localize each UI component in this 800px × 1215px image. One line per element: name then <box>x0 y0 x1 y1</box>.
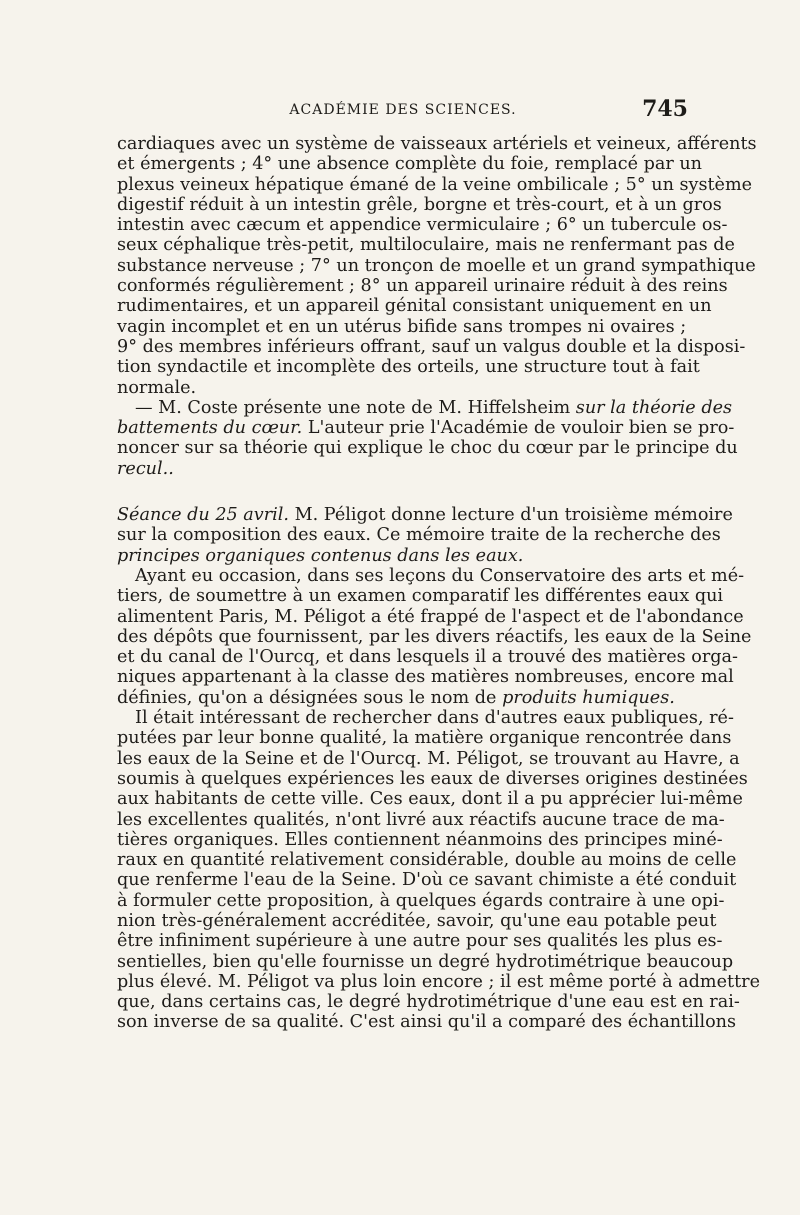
text-line: conformés régulièrement ; 8° un appareil urinaire réduit à des reins <box>117 276 728 297</box>
text-line: Il était intéressant de rechercher dans d'autres eaux publiques, ré- <box>135 708 734 729</box>
session-date: Séance du 25 avril. <box>117 505 289 526</box>
text-line <box>117 505 733 526</box>
paragraph-anatomy <box>117 134 757 398</box>
text-line: intestin avec cæcum et appendice vermiculaire ; 6° un tubercule os- <box>117 215 728 236</box>
text-line: niques appartenant à la classe des matières nombreuses, encore mal <box>117 667 734 688</box>
text-line: à formuler cette proposition, à quelques égards contraire à une opi- <box>117 890 725 911</box>
text-line: alimentent Paris, M. Péligot a été frappé de l'aspect et de l'abondance <box>117 606 744 627</box>
text-line: que renferme l'eau de la Seine. D'où ce savant chimiste a été conduit <box>117 870 737 891</box>
italic-term: produits humiques. <box>502 687 675 708</box>
text-line: des dépôts que fournissent, par les divers réactifs, les eaux de la Seine <box>117 626 752 647</box>
text-line: recul.. <box>117 458 174 479</box>
section-gap <box>117 479 682 505</box>
text-line: seux céphalique très-petit, multiloculaire, mais ne renfermant pas de <box>117 235 735 256</box>
text-line: être infiniment supérieure à une autre pour ses qualités les plus es- <box>117 931 723 952</box>
text-line: principes organiques contenus dans les eaux. <box>117 545 524 566</box>
text-line: rudimentaires, et un appareil génital consistant uniquement en un <box>117 296 712 317</box>
text-line <box>117 418 735 439</box>
paragraph-havre <box>117 708 760 1033</box>
text-line: tiers, de soumettre à un examen comparatif les différentes eaux qui <box>117 586 724 607</box>
running-title: ACADÉMIE DES SCIENCES. <box>289 102 517 118</box>
text-line: nion très-généralement accréditée, savoir, qu'une eau potable peut <box>117 910 717 931</box>
text-line: les excellentes qualités, n'ont livré aux réactifs aucune trace de ma- <box>117 809 725 830</box>
text-run: définies, qu'on a désignées sous le nom de <box>117 687 503 708</box>
text-line: vagin incomplet et en un utérus bifide sans trompes ni ovaires ; <box>117 316 687 337</box>
text-line: digestif réduit à un intestin grêle, borgne et très-court, et à un gros <box>117 194 722 215</box>
text-line: sentielles, bien qu'elle fournisse un degré hydrotimétrique beaucoup <box>117 951 734 972</box>
text-line: aux habitants de cette ville. Ces eaux, dont il a pu apprécier lui-même <box>117 789 743 810</box>
text-line: substance nerveuse ; 7° un tronçon de moelle et un grand sympathique <box>117 255 756 276</box>
text-line: que, dans certains cas, le degré hydrotimétrique d'une eau est en rai- <box>117 992 740 1013</box>
text-line: les eaux de la Seine et de l'Ourcq. M. Péligot, se trouvant au Havre, a <box>117 748 740 769</box>
text-line: cardiaques avec un système de vaisseaux artériels et veineux, afférents <box>117 134 757 154</box>
paragraph-coste <box>117 397 738 479</box>
text-line: plexus veineux hépatique émané de la veine ombilicale ; 5° un système <box>117 174 753 195</box>
text-line: noncer sur sa théorie qui explique le choc du cœur par le principe du <box>117 438 738 459</box>
text-line: son inverse de sa qualité. C'est ainsi qu'il a comparé des échantillons <box>117 1012 737 1033</box>
page-number: 745 <box>642 96 688 122</box>
text-line: sur la composition des eaux. Ce mémoire traite de la recherche des <box>117 525 721 546</box>
text-line: et du canal de l'Ourcq, et dans lesquels il a trouvé des matières orga- <box>117 647 738 668</box>
text-line: et émergents ; 4° une absence complète du foie, remplacé par un <box>117 154 703 175</box>
text-line: tion syndactile et incomplète des orteils, une structure tout à fait <box>117 357 700 378</box>
text-line: putées par leur bonne qualité, la matière organique rencontrée dans <box>117 728 732 749</box>
paragraph-conservatoire <box>117 565 752 708</box>
page-header <box>118 96 688 132</box>
text-run: L'auteur prie l'Académie de vouloir bien se pro- <box>302 418 735 439</box>
text-line: soumis à quelques expériences les eaux de diverses origines destinées <box>117 768 748 789</box>
text-line <box>117 688 682 708</box>
text-line: raux en quantité relativement considérable, double au moins de celle <box>117 850 737 871</box>
text-line: tières organiques. Elles contiennent néanmoins des principes miné- <box>117 829 723 850</box>
text-line: 9° des membres inférieurs offrant, sauf un valgus double et la disposi- <box>117 336 746 357</box>
text-line: plus élevé. M. Péligot va plus loin encore ; il est même porté à admettre <box>117 971 760 992</box>
text-line: normale. <box>117 377 197 398</box>
text-line: Ayant eu occasion, dans ses leçons du Conservatoire des arts et mé- <box>135 565 745 586</box>
italic-title: battements du cœur. <box>117 418 303 439</box>
text-run: M. Péligot donne lecture d'un troisième mémoire <box>289 505 733 526</box>
paragraph-seance <box>117 505 733 566</box>
italic-title: sur la théorie des <box>575 397 733 418</box>
text-run: — M. Coste présente une note de M. Hiffelsheim <box>135 397 576 418</box>
text-line <box>117 397 733 418</box>
body-text <box>117 134 760 1033</box>
